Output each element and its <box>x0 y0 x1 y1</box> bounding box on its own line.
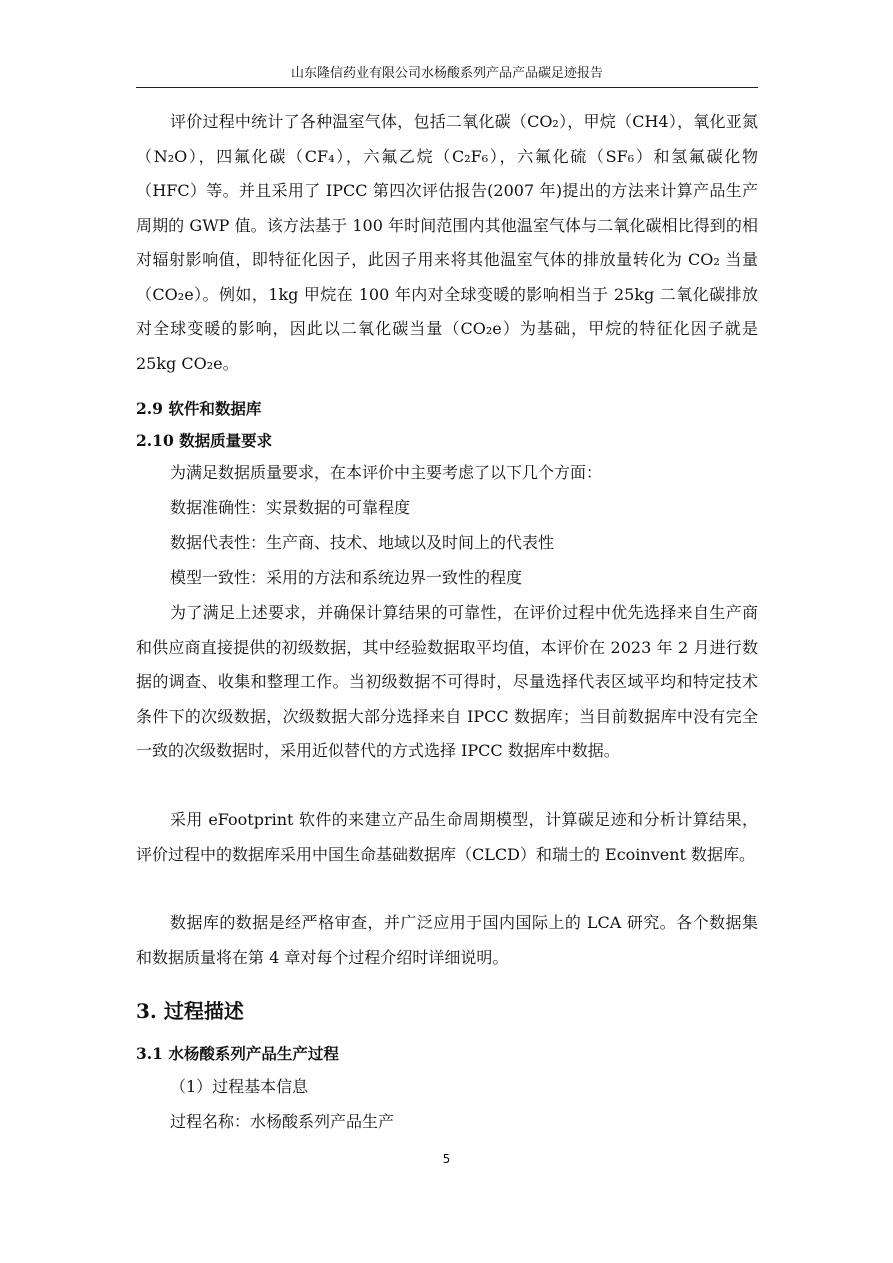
header-title: 山东隆信药业有限公司水杨酸系列产品产品碳足迹报告 <box>290 66 603 81</box>
intro-paragraph: 评价过程中统计了各种温室气体，包括二氧化碳（CO₂），甲烷（CH4），氧化亚氮（N₂O），四氟化碳（CF₄），六氟乙烷（C₂F₆），六氟化硫（SF₆）和氢氟碳化物（HFC）等。并且采用了 IPCC 第四次评估报告(2007 年)提出的方法来计算产品生产周期的 GWP 值。该方法基于 100 年时间范围内其他温室气体与二氧化碳相比得到的相对辐射影响值，即特征化因子，此因子用来将其他温室气体的排放量转化为 CO₂ 当量（CO₂e）。例如，1kg 甲烷在 100 年内对全球变暖的影响相当于 25kg 二氧化碳排放对全球变暖的影响，因此以二氧化碳当量（CO₂e）为基础，甲烷的特征化因子就是 25kg CO₂e。 <box>136 112 758 373</box>
quality-intro-line: 为满足数据质量要求，在本评价中主要考虑了以下几个方面： <box>170 463 603 482</box>
quality-accuracy-line: 数据准确性：实景数据的可靠程度 <box>170 498 411 517</box>
process-info-item: （1）过程基本信息 <box>170 1077 309 1096</box>
section-3-heading: 3. 过程描述 <box>136 999 244 1023</box>
software-paragraph: 采用 eFootprint 软件的来建立产品生命周期模型，计算碳足迹和分析计算结果，评价过程中的数据库采用中国生命基础数据库（CLCD）和瑞士的 Ecoinvent 数据库。 <box>136 810 758 864</box>
data-source-paragraph: 为了满足上述要求，并确保计算结果的可靠性，在评价过程中优先选择来自生产商和供应商直接提供的初级数据，其中经验数据取平均值，本评价在 2023 年 2 月进行数据的调查、收集和整理工作。当初级数据不可得时，尽量选择代表区域平均和特定技术条件下的次级数据，次级数据大部分选择来自 IPCC 数据库；当目前数据库中没有完全一致的次级数据时，采用近似替代的方式选择 IPCC 数据库中数据。 <box>136 603 758 760</box>
header-divider <box>136 87 758 88</box>
quality-consistency-line: 模型一致性：采用的方法和系统边界一致性的程度 <box>170 568 523 587</box>
section-2-10-heading: 2.10 数据质量要求 <box>136 431 273 450</box>
database-paragraph: 数据库的数据是经严格审查，并广泛应用于国内国际上的 LCA 研究。各个数据集和数据质量将在第 4 章对每个过程介绍时详细说明。 <box>136 913 758 967</box>
process-name-line: 过程名称：水杨酸系列产品生产 <box>170 1112 395 1131</box>
quality-representativeness-line: 数据代表性：生产商、技术、地域以及时间上的代表性 <box>170 533 555 552</box>
page-number: 5 <box>442 1152 451 1166</box>
section-2-9-heading: 2.9 软件和数据库 <box>136 399 262 418</box>
section-3-1-heading: 3.1 水杨酸系列产品生产过程 <box>136 1044 339 1063</box>
